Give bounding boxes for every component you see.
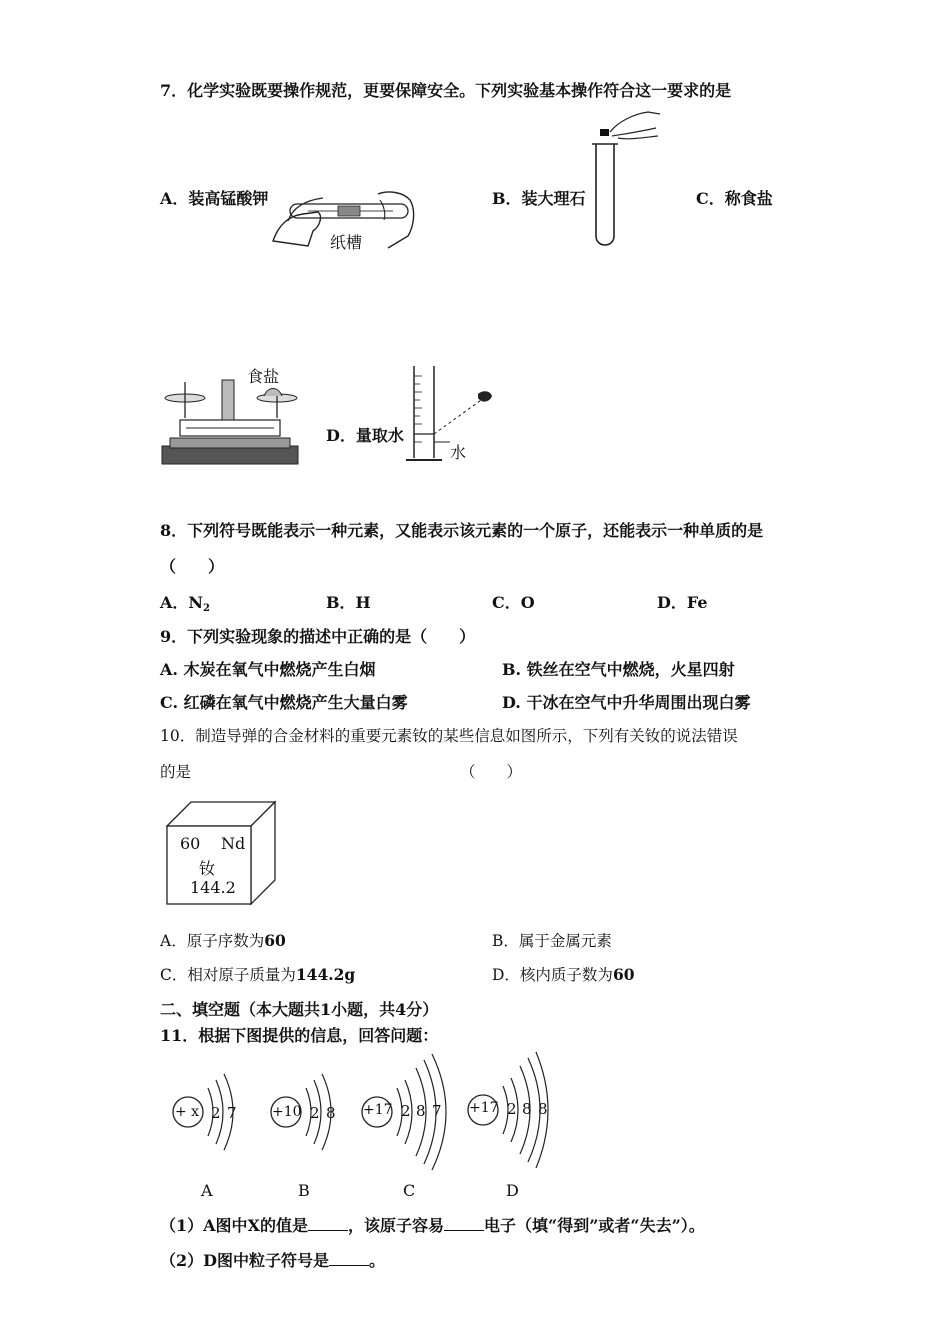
q10-cell-name: 钕 — [199, 859, 216, 878]
atom-d-label: D — [506, 1181, 519, 1200]
q7-label-water: 水 — [450, 443, 467, 462]
answer-blank-x[interactable] — [308, 1216, 348, 1231]
q9-option-d: D. 干冰在空气中升华周围出现白雾 — [502, 693, 751, 712]
q9-option-b: B. 铁丝在空气中燃烧，火星四射 — [502, 660, 735, 679]
q10-option-d: D．核内质子数为60 — [492, 965, 635, 984]
q11-sub2: （2）D图中粒子符号是 。 — [160, 1251, 386, 1270]
q9-option-a: A. 木炭在氧气中燃烧产生白烟 — [160, 660, 376, 679]
q10-option-b: B．属于金属元素 — [492, 932, 612, 950]
atom-c-shell-1: 2 — [401, 1102, 411, 1120]
atom-a-label: A — [201, 1181, 213, 1200]
atom-b-nucleus: +10 — [272, 1104, 302, 1120]
q9-option-c: C. 红磷在氧气中燃烧产生大量白雾 — [160, 693, 408, 712]
q7-option-a: A．装高锰酸钾 — [160, 189, 269, 208]
q8-option-d: D．Fe — [657, 593, 708, 612]
q10-option-a: A．原子序数为60 — [160, 931, 286, 950]
q7-option-b: B．装大理石 — [492, 189, 586, 208]
atom-c-label: C — [403, 1181, 416, 1200]
q10-stem-line2: 的是 — [160, 763, 192, 781]
atom-b-label: B — [298, 1181, 310, 1200]
atom-b-shell-1: 2 — [310, 1104, 320, 1122]
atom-d-shell-2: 8 — [522, 1100, 532, 1118]
q10-option-c: C．相对原子质量为144.2g — [160, 965, 356, 984]
q11-atom-diagrams — [160, 1050, 560, 1200]
q10-parenthesis: （ ） — [460, 763, 523, 781]
answer-blank-symbol[interactable] — [329, 1251, 369, 1266]
atom-c-nucleus: +17 — [363, 1102, 393, 1118]
q8-option-a: A．$N_2$ — [160, 593, 211, 614]
atom-b-shell-2: 8 — [326, 1104, 336, 1122]
q9-stem: 9．下列实验现象的描述中正确的是（ ） — [160, 627, 476, 646]
section2-title: 二、填空题（本大题共1小题，共4分） — [160, 1000, 439, 1019]
q10-stem-line1: 10．制造导弹的合金材料的重要元素钕的某些信息如图所示，下列有关钕的说法错误 — [160, 727, 738, 745]
q10-cell-number: 60 — [180, 834, 201, 853]
q11-sub1: （1）A图中X的值是 ，该原子容易 电子（填“得到”或者“失去”）。 — [160, 1216, 705, 1235]
q7-option-d: D．量取水 — [326, 426, 404, 445]
atom-c-shell-3: 7 — [432, 1102, 442, 1120]
q8-parenthesis: （ ） — [160, 557, 225, 576]
atom-d-shell-3: 8 — [538, 1100, 548, 1118]
q8-option-b: B．H — [326, 593, 371, 612]
answer-blank-electron[interactable] — [444, 1216, 484, 1231]
q7-label-salt: 食盐 — [247, 367, 280, 386]
q8-option-c: C．O — [492, 593, 535, 612]
q10-cell-mass: 144.2 — [190, 878, 236, 897]
q7-figure-test-tube — [588, 108, 663, 250]
q7-stem: 7．化学实验既要操作规范，更要保障安全。下列实验基本操作符合这一要求的是 — [160, 81, 732, 100]
atom-d-nucleus: +17 — [469, 1100, 499, 1116]
atom-d-shell-1: 2 — [507, 1100, 517, 1118]
q8-stem: 8．下列符号既能表示一种元素，又能表示该元素的一个原子，还能表示一种单质的是 — [160, 521, 764, 540]
atom-a-nucleus: + x — [175, 1104, 200, 1120]
atom-c-shell-2: 8 — [416, 1102, 426, 1120]
q11-stem: 11．根据下图提供的信息，回答问题： — [160, 1026, 439, 1045]
atom-a-shell-1: 2 — [211, 1104, 221, 1122]
q7-option-c: C．称食盐 — [696, 189, 773, 208]
atom-a-shell-2: 7 — [227, 1104, 237, 1122]
q10-cell-symbol: Nd — [221, 834, 246, 853]
q7-label-paper-trough: 纸槽 — [330, 233, 363, 252]
